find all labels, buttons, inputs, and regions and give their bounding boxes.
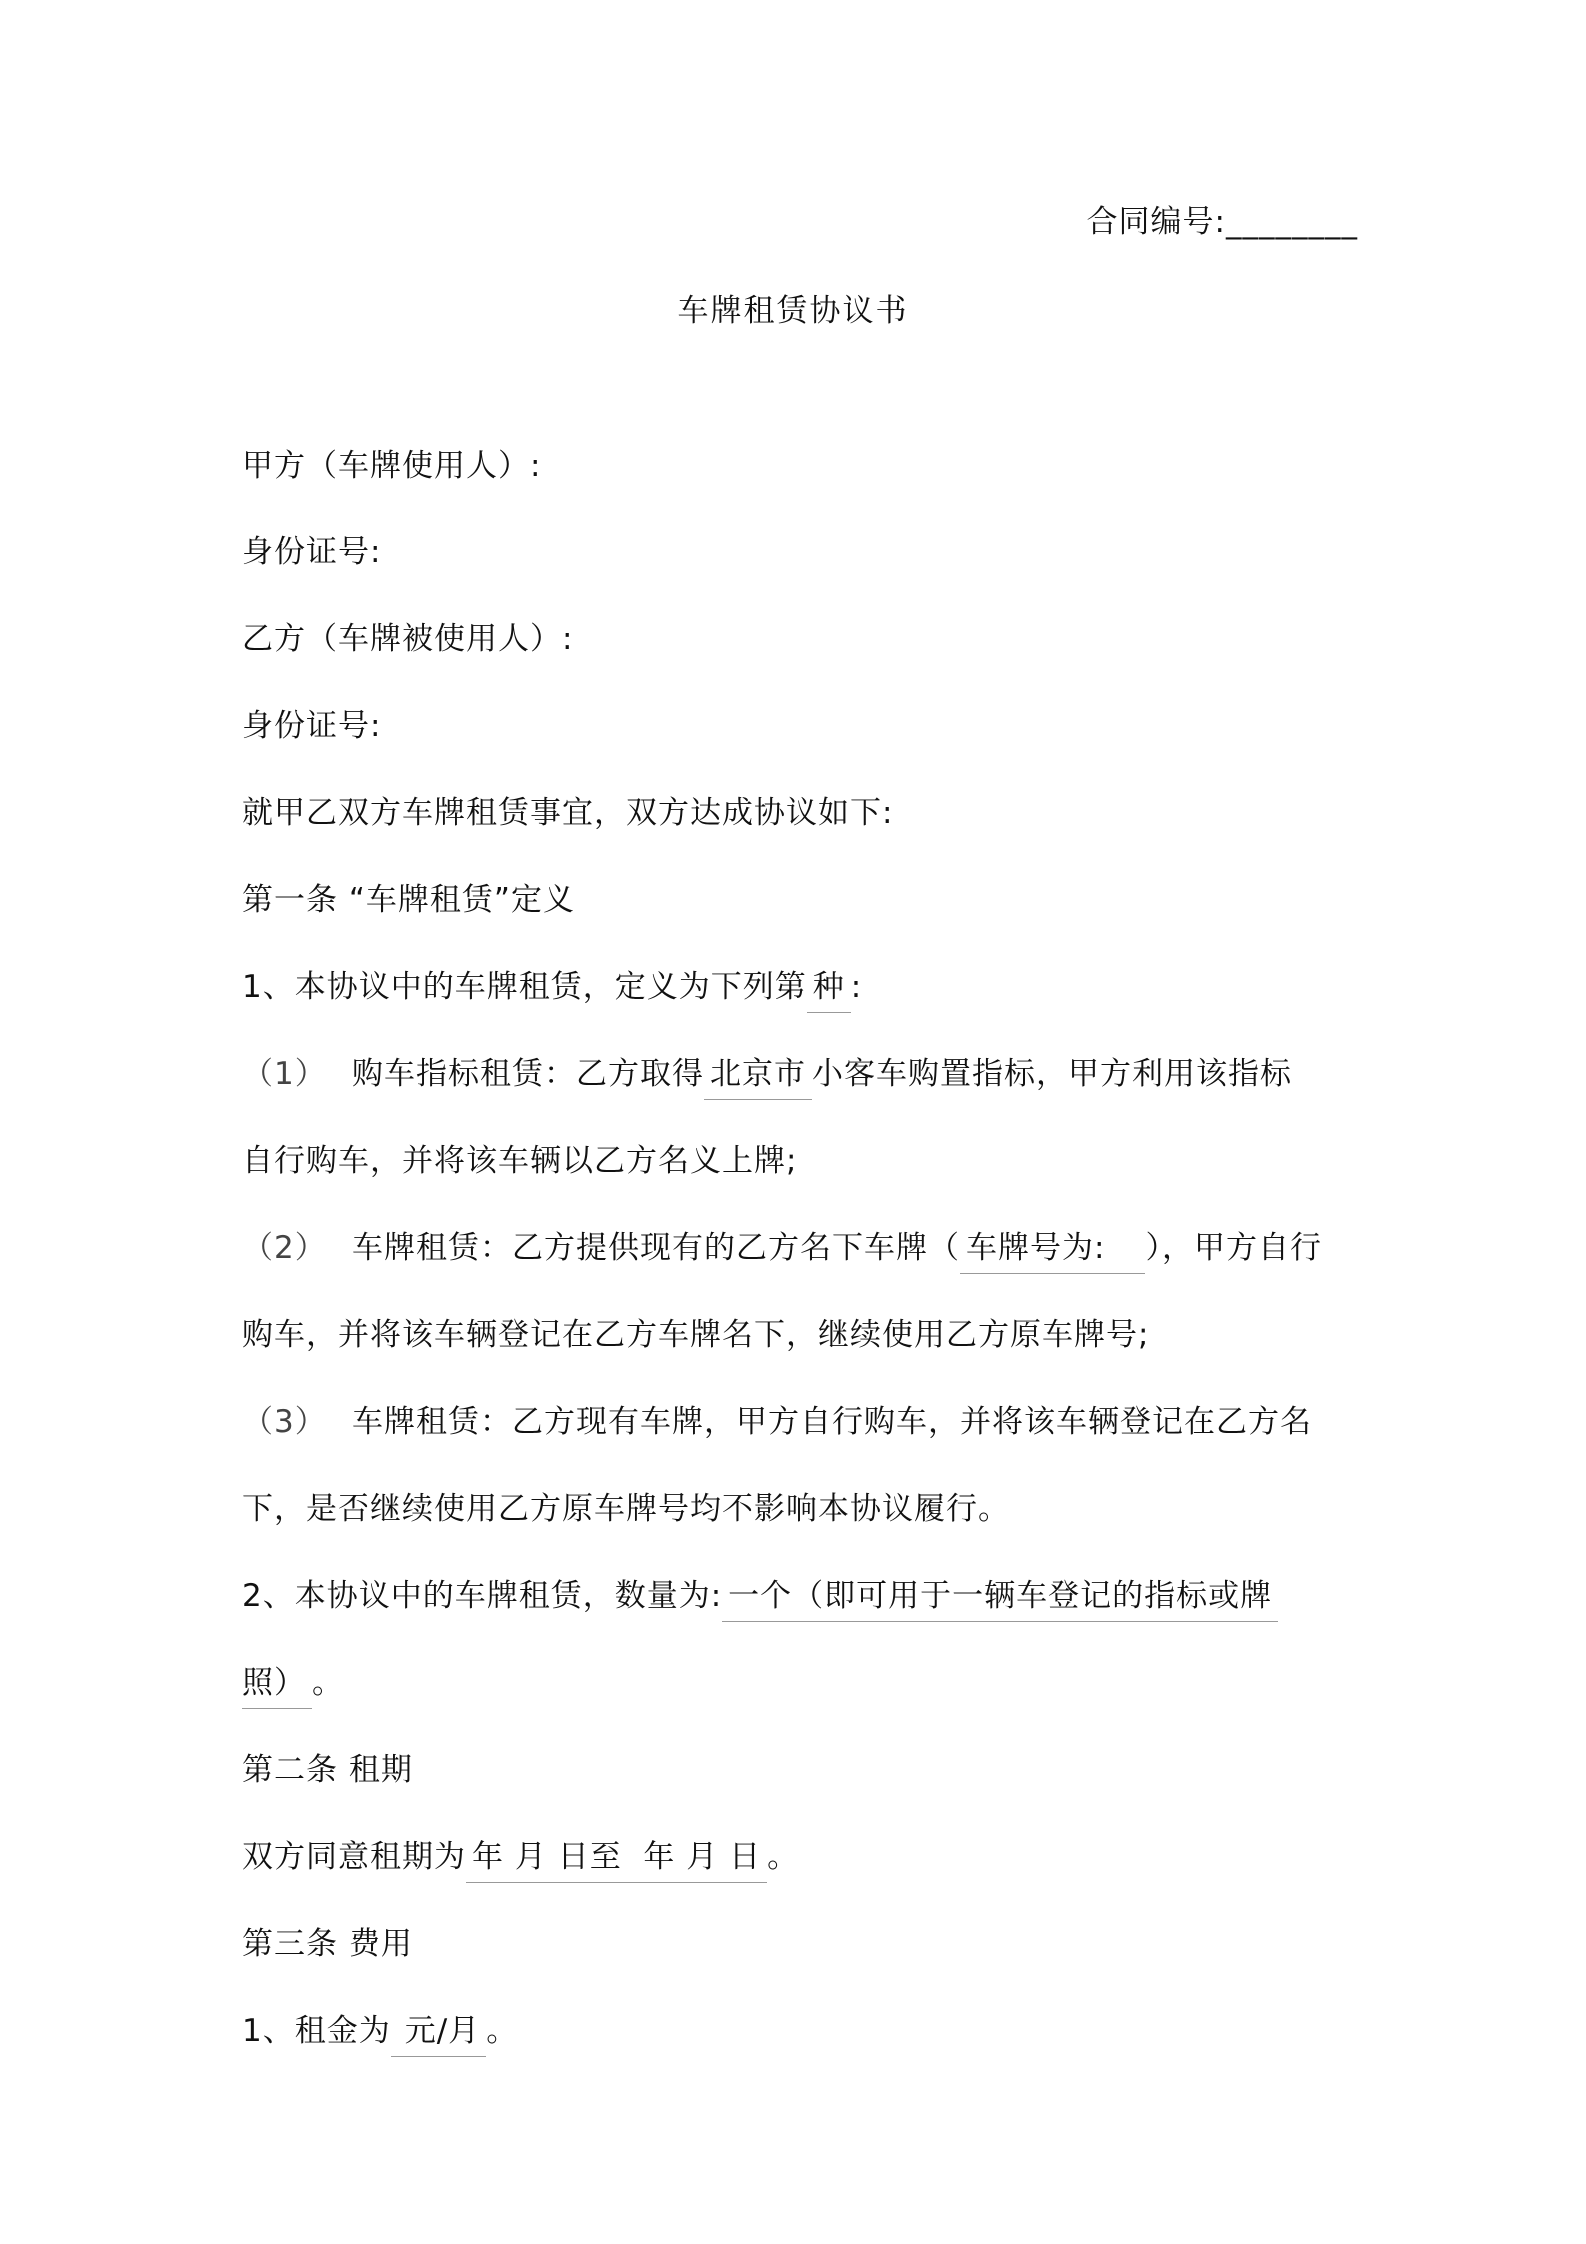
option-3-number: （3） [242,1404,327,1440]
clause-1-suffix: : [850,969,863,1005]
clause-1-blank: 种 [807,961,851,1013]
article-3-title: 第三条 费用 [242,1926,413,1962]
option-3-text: 车牌租赁：乙方现有车牌，甲方自行购车，并将该车辆登记在乙方名 [352,1404,1312,1440]
clause-2-blank: 一个（即可用于一辆车登记的指标或牌 [722,1570,1278,1622]
article-3-rent [242,2005,518,2057]
option-3 [242,1396,1312,1441]
article-1-title: 第一条 “车牌租赁”定义 [242,882,575,918]
rent-blank: 元/月 [391,2005,486,2057]
clause-2-prefix: 2、本协议中的车牌租赁，数量为: [242,1578,723,1614]
intro-text: 就甲乙双方车牌租赁事宜，双方达成协议如下: [242,795,894,831]
party-b-label: 乙方（车牌被使用人）: [242,621,574,657]
article-1-clause-2-continuation [242,1657,344,1709]
clause-2-cont-blank: 照） [242,1657,312,1709]
party-a-id-label: 身份证号: [242,534,382,570]
option-2-continuation: 购车，并将该车辆登记在乙方车牌名下，继续使用乙方原车牌号; [242,1317,1150,1353]
term-prefix: 双方同意租期为 [242,1839,466,1875]
contract-number: 合同编号:________ [1086,204,1358,240]
option-1-suffix: 小客车购置指标，甲方利用该指标 [812,1056,1292,1092]
rent-prefix: 1、租金为 [242,2013,391,2049]
option-2-number: （2） [242,1230,327,1266]
option-2 [242,1222,1322,1274]
document-title: 车牌租赁协议书 [677,293,909,329]
article-2-text [242,1831,799,1883]
party-b-id-label: 身份证号: [242,708,382,744]
option-2-suffix: ），甲方自行 [1145,1230,1322,1266]
option-1-prefix: 购车指标租赁：乙方取得 [352,1056,704,1092]
article-1-clause-2 [242,1570,1278,1622]
option-1-blank: 北京市 [704,1048,812,1100]
clause-2-cont-suffix: 。 [312,1665,344,1701]
option-3-continuation: 下，是否继续使用乙方原车牌号均不影响本协议履行。 [242,1491,1010,1527]
term-suffix: 。 [767,1839,800,1875]
term-blank: 年 月 日至 年 月 日 [466,1831,767,1883]
option-2-prefix: 车牌租赁：乙方提供现有的乙方名下车牌（ [352,1230,960,1266]
option-1-continuation: 自行购车，并将该车辆以乙方名义上牌; [242,1143,798,1179]
party-a-label: 甲方（车牌使用人）: [242,448,542,484]
option-1 [242,1048,1292,1100]
option-2-blank: 车牌号为: [960,1222,1145,1274]
clause-1-prefix: 1、本协议中的车牌租赁，定义为下列第 [242,969,807,1005]
option-1-number: （1） [242,1056,327,1092]
rent-suffix: 。 [486,2013,519,2049]
article-1-clause-1 [242,961,862,1013]
article-2-title: 第二条 租期 [242,1752,413,1788]
